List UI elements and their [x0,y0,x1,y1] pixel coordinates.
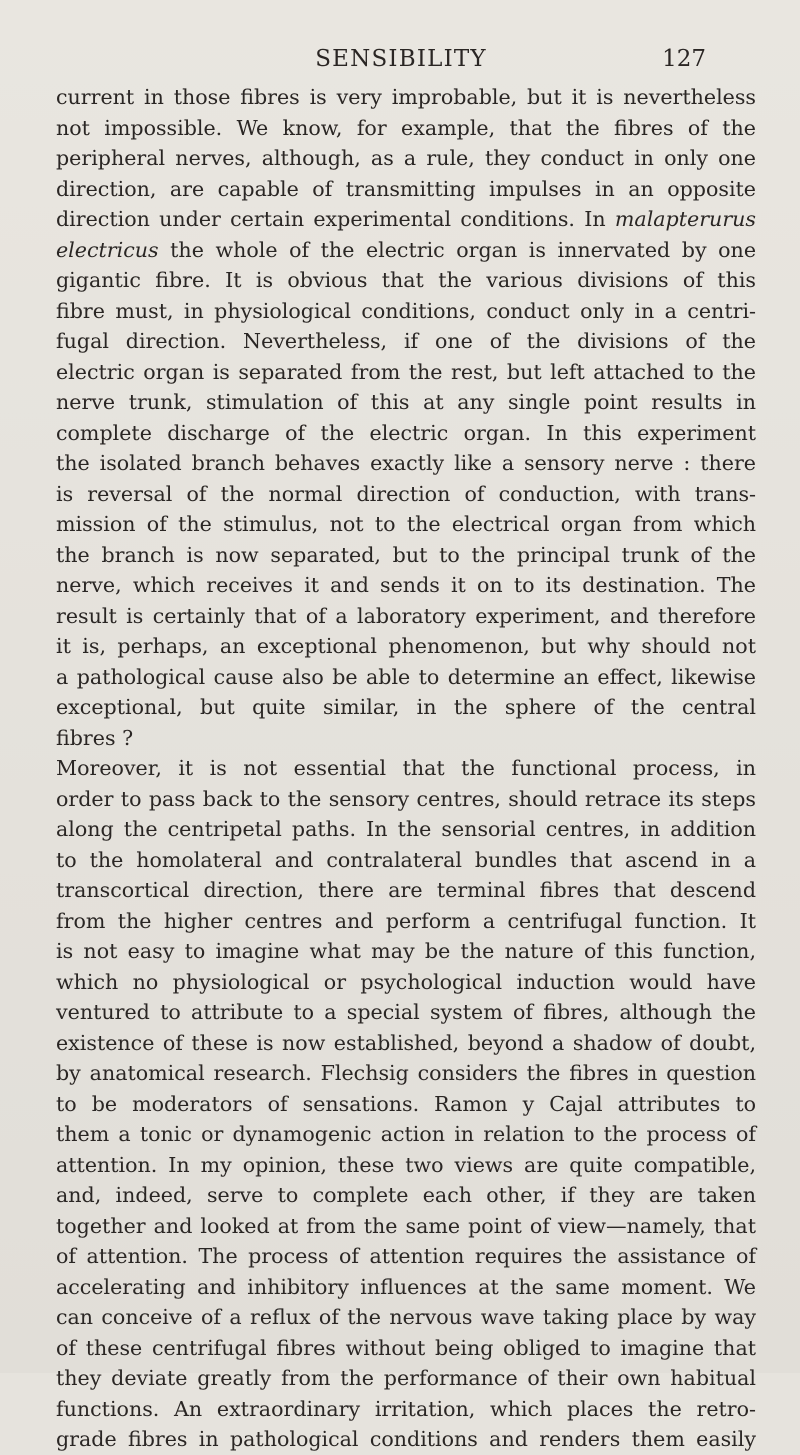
text-line: fugal direction. Nevertheless, if one of the divisions of the [56,329,756,353]
text-line: current in those fibres is very improbable, but it is nevertheless [56,85,756,109]
text-line: and, indeed, serve to complete each other, if they are taken [56,1183,756,1207]
text-line: peripheral nerves, although, as a rule, they conduct in only one [56,146,756,170]
text-line: existence of these is now established, beyond a shadow of doubt, [56,1030,756,1055]
text-line: not impossible. We know, for example, that the fibres of the [56,115,756,140]
text-segment: direction under certain experimental conditions. In [56,207,606,231]
text-line: grade fibres in pathological conditions and renders them easily [56,1427,756,1451]
text-line: can conceive of a reflux of the nervous wave taking place by way [56,1305,756,1329]
text-line: the isolated branch behaves exactly like a sensory nerve : there [56,451,756,475]
text-line: electric organ is separated from the rest, but left attached to the [56,359,756,384]
text-line: is not easy to imagine what may be the nature of this function, [56,939,756,963]
text-line: fibre must, in physiological conditions, conduct only in a centri- [56,298,756,323]
text-line: them a tonic or dynamogenic action in relation to the process of [56,1122,756,1146]
text-line: along the centripetal paths. In the sensorial centres, in addition [56,817,756,841]
text-line: to be moderators of sensations. Ramon y Cajal attributes to [56,1091,756,1116]
text-line: complete discharge of the electric organ. In this experiment [56,420,756,445]
text-line: exceptional, but quite similar, in the sphere of the central [56,695,756,719]
text-line: mission of the stimulus, not to the electrical organ from which [56,512,756,536]
text-line: fibres ? [56,725,134,750]
text-line [56,235,756,266]
text-line: of attention. The process of attention requires the assistance of [56,1244,756,1268]
running-title: SENSIBILITY [315,46,487,72]
page-number: 127 [662,46,706,72]
text-line: the branch is now separated, but to the principal trunk of the [56,542,756,567]
text-line: nerve, which receives it and sends it on to its destination. The [56,573,756,597]
text-line: direction, are capable of transmitting impulses in an opposite [56,176,756,201]
text-line [56,204,756,235]
text-line: it is, perhaps, an exceptional phenomenon, but why should not [56,634,756,658]
text-line: nerve trunk, stimulation of this at any single point results in [56,390,756,414]
text-line: Moreover, it is not essential that the functional process, in [56,756,756,780]
text-line: is reversal of the normal direction of conduction, with trans- [56,481,756,506]
text-line: attention. In my opinion, these two views are quite compatible, [56,1152,756,1177]
text-segment: the whole of the electric organ is innervated by one [170,237,757,262]
text-line: to the homolateral and contralateral bundles that ascend in a [56,847,756,872]
text-line: from the higher centres and perform a centrifugal function. It [56,908,756,933]
text-line: of these centrifugal fibres without being obliged to imagine that [56,1335,756,1360]
text-line: by anatomical research. Flechsig considers the fibres in question [56,1061,756,1085]
text-line: ventured to attribute to a special system of fibres, although the [56,1000,756,1024]
text-line: gigantic fibre. It is obvious that the various divisions of this [56,268,756,292]
body-text [56,82,756,1455]
text-line: transcortical direction, there are terminal fibres that descend [56,878,756,902]
text-line: together and looked at from the same point of view—namely, that [56,1213,756,1238]
text-line: they deviate greatly from the performance of their own habitual [56,1366,756,1390]
italic-term: electricus [56,237,159,262]
text-line: a pathological cause also be able to determine an effect, likewise [56,664,756,689]
running-head [96,46,706,78]
text-line: functions. An extraordinary irritation, which places the retro- [56,1396,756,1421]
text-line: order to pass back to the sensory centres, should retrace its steps [56,786,756,811]
italic-term: malapterurus [614,207,756,231]
text-line: result is certainly that of a laboratory experiment, and therefore [56,603,756,628]
text-line: which no physiological or psychological induction would have [56,969,756,994]
text-line: accelerating and inhibitory influences at the same moment. We [56,1274,756,1299]
